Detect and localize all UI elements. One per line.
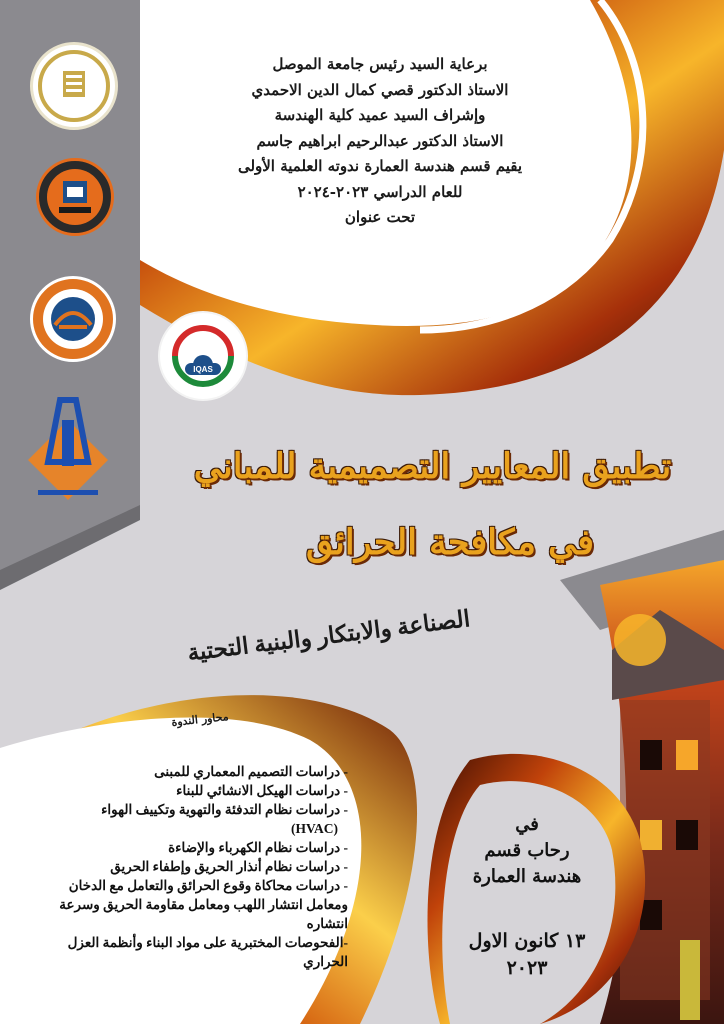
list-item: ومعامل انتشار اللهب ومعامل مقاومة الحريق وسرعة — [59, 897, 348, 912]
engineering-college-logo — [30, 276, 116, 362]
list-item: - دراسات نظام التدفئة والتهوية وتكييف الهواء — [101, 802, 348, 817]
header-line: يقيم قسم هندسة العمارة ندوته العلمية الأولى — [237, 157, 523, 175]
venue-block — [462, 812, 592, 890]
header-line: وإشراف السيد عميد كلية الهندسة — [274, 106, 486, 124]
list-item: انتشاره — [306, 916, 348, 931]
list-item: - دراسات نظام الكهرباء والإضاءة — [168, 840, 348, 855]
main-title-line1: تطبيق المعايير التصميمية للمباني — [193, 446, 672, 487]
list-item: -الفحوصات المختبرية على مواد البناء وأنظمة العزل — [67, 935, 348, 950]
university-logo — [36, 158, 114, 236]
list-item: - دراسات الهيكل الانشائي للبناء — [176, 783, 348, 798]
architecture-emblem-icon — [18, 390, 118, 508]
iqas-label: IQAS — [193, 365, 213, 374]
header-line: للعام الدراسي ٢٠٢٣-٢٠٢٤ — [297, 182, 463, 201]
list-item: الحراري — [303, 954, 348, 969]
venue-line: في — [515, 814, 539, 835]
list-item: - دراسات محاكاة وقوع الحرائق والتعامل مع الدخان — [68, 878, 348, 893]
header-line: تحت عنوان — [344, 208, 416, 226]
ministry-logo — [30, 42, 118, 130]
main-title-line2: في مكافحة الحرائق — [305, 522, 595, 563]
list-item: (HVAC) — [290, 821, 338, 836]
axes-heading: محاور الندوة — [170, 710, 230, 729]
header-sponsorship-text — [165, 52, 595, 231]
header-line: الاستاذ الدكتور عبدالرحيم ابراهيم جاسم — [256, 131, 504, 150]
venue-line: هندسة العمارة — [472, 866, 582, 887]
engineering-emblem-icon — [33, 279, 113, 359]
architecture-dept-logo — [18, 390, 118, 508]
date-day-month: ١٣ كانون الاول — [468, 930, 586, 952]
iqas-logo — [160, 313, 246, 399]
header-line: برعاية السيد رئيس جامعة الموصل — [272, 55, 488, 73]
date-year: ٢٠٢٣ — [506, 957, 548, 979]
university-emblem-icon — [39, 161, 111, 233]
venue-line: رحاب قسم — [484, 840, 570, 861]
list-item: - دراسات التصميم المعماري للمبنى — [154, 764, 348, 779]
iqas-emblem-icon — [160, 313, 246, 399]
ministry-emblem-icon — [33, 45, 115, 127]
list-item: - دراسات نظام أنذار الحريق وإطفاء الحريق — [110, 859, 348, 874]
header-line: الاستاذ الدكتور قصي كمال الدين الاحمدي — [251, 80, 509, 99]
subtitle-theme: الصناعة والابتكار والبنية التحتية — [186, 606, 472, 666]
axes-list — [8, 762, 348, 971]
event-date — [462, 928, 592, 982]
